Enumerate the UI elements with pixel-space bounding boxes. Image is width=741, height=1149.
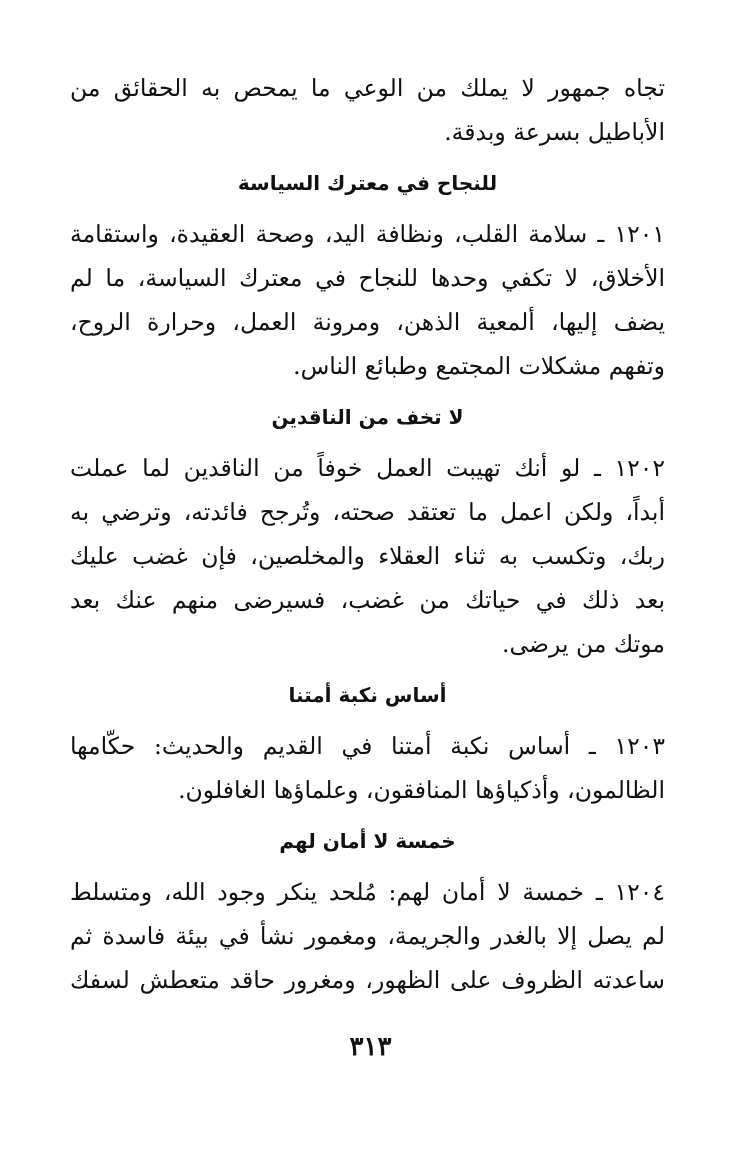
text-line: لم يصل إلا بالغدر والجريمة، ومغمور نشأ في بيئة فاسدة ثم	[70, 922, 665, 950]
section-heading: لا تخف من الناقدين	[271, 405, 464, 429]
text-line: ١٢٠٣ ـ أساس نكبة أمتنا في القديم والحديث: حكّامها	[70, 732, 665, 760]
paragraph-1204	[70, 870, 665, 1002]
text-line: بعد ذلك في حياتك من غضب، فسيرضى منهم عنك بعد	[70, 586, 665, 614]
text-line: ربك، وتكسب به ثناء العقلاء والمخلصين، فإن غضب عليك	[70, 542, 665, 570]
intro-paragraph	[70, 66, 665, 154]
text-line: الأخلاق، لا تكفي وحدها للنجاح في معترك السياسة، ما لم	[70, 264, 665, 292]
text-line: الأباطيل بسرعة وبدقة.	[444, 118, 665, 146]
text-line: ١٢٠١ ـ سلامة القلب، ونظافة اليد، وصحة العقيدة، واستقامة	[70, 220, 665, 248]
text-line: يضف إليها، ألمعية الذهن، ومرونة العمل، وحرارة الروح،	[70, 308, 665, 336]
text-line: وتفهم مشكلات المجتمع وطبائع الناس.	[293, 352, 665, 380]
text-line: ساعدته الظروف على الظهور، ومغرور حاقد متعطش لسفك	[70, 966, 665, 994]
section-heading: أساس نكبة أمتنا	[288, 683, 447, 707]
text-line: أبداً، ولكن اعمل ما تعتقد صحته، وتُرجح فائدته، وترضي به	[70, 498, 665, 526]
page-number: ٣١٣	[349, 1032, 392, 1062]
text-line: موتك من يرضى.	[501, 630, 665, 658]
text-line: تجاه جمهور لا يملك من الوعي ما يمحص به الحقائق من	[70, 74, 665, 102]
page-body	[70, 66, 665, 1006]
paragraph-1203	[70, 724, 665, 812]
paragraph-1201	[70, 212, 665, 388]
text-line: الظالمون، وأذكياؤها المنافقون، وعلماؤها الغافلون.	[178, 776, 665, 804]
text-line: ١٢٠٢ ـ لو أنك تهيبت العمل خوفاً من الناقدين لما عملت	[70, 454, 665, 482]
text-line: ١٢٠٤ ـ خمسة لا أمان لهم: مُلحد ينكر وجود الله، ومتسلط	[70, 878, 665, 906]
section-heading: للنجاح في معترك السياسة	[237, 171, 498, 195]
paragraph-1202	[70, 446, 665, 666]
section-heading: خمسة لا أمان لهم	[279, 829, 456, 853]
